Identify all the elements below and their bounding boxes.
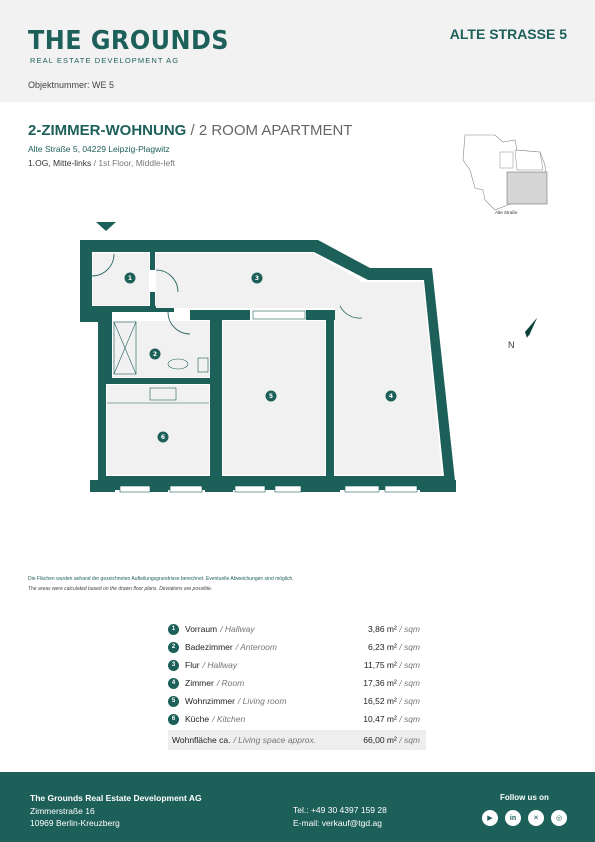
footer-city: 10969 Berlin-Kreuzberg bbox=[30, 818, 120, 828]
room-row bbox=[168, 710, 426, 728]
room-area-value: 17,36 m² bbox=[363, 678, 397, 688]
room-area-value: 10,47 m² bbox=[363, 714, 397, 724]
plan-label-1: 1 bbox=[127, 275, 133, 282]
plan-label-4: 4 bbox=[388, 393, 394, 400]
title-de: 2-ZIMMER-WOHNUNG bbox=[28, 122, 187, 139]
room-number-badge: 3 bbox=[168, 660, 179, 671]
plan-label-6: 6 bbox=[160, 434, 166, 441]
room-number-badge: 6 bbox=[168, 714, 179, 725]
room-area-unit: / sqm bbox=[399, 642, 420, 652]
address-line: Alte Straße 5, 04229 Leipzig-Plagwitz bbox=[28, 144, 170, 154]
room-row bbox=[168, 674, 426, 692]
room-row bbox=[168, 638, 426, 656]
area-note-de: Die Flächen wurden anhand der gezeichneten Aufteilungsgrundrisse berechnet. Eventuelle Abweichungen sind möglich. bbox=[28, 576, 294, 582]
plan-label-3: 3 bbox=[254, 275, 260, 282]
floor-de: 1.OG, Mitte-links bbox=[28, 158, 92, 168]
room-area bbox=[368, 642, 420, 652]
youtube-icon[interactable]: ▶ bbox=[482, 810, 498, 826]
mini-map-street-label: Alte Straße bbox=[495, 210, 518, 215]
plan-label-5: 5 bbox=[268, 393, 274, 400]
room-area-unit: / sqm bbox=[399, 678, 420, 688]
room-area-value: 11,75 m² bbox=[363, 660, 397, 670]
floor-plan bbox=[70, 218, 470, 500]
room-name-en: / Living room bbox=[237, 696, 287, 706]
social-links bbox=[482, 810, 567, 826]
room-name-de: Wohnzimmer bbox=[185, 696, 235, 706]
compass-label: N bbox=[508, 340, 515, 350]
location-mini-map bbox=[455, 130, 565, 220]
room-name-de: Zimmer bbox=[185, 678, 214, 688]
room-area bbox=[364, 660, 420, 670]
floor-line bbox=[28, 158, 175, 168]
header bbox=[0, 0, 595, 102]
floor-en: / 1st Floor, Middle-left bbox=[93, 158, 175, 168]
room-name-en: / Anteroom bbox=[235, 642, 277, 652]
object-number: Objektnummer: WE 5 bbox=[28, 80, 115, 90]
property-address: ALTE STRASSE 5 bbox=[449, 26, 567, 42]
total-area-unit: / sqm bbox=[399, 735, 420, 745]
room-name-en: / Hallway bbox=[220, 624, 255, 634]
room-name-en: / Kitchen bbox=[212, 714, 246, 724]
room-name-de: Vorraum bbox=[185, 624, 218, 634]
room-area-unit: / sqm bbox=[399, 624, 420, 634]
total-area-value: 66,00 m² bbox=[363, 735, 397, 745]
footer-street: Zimmerstraße 16 bbox=[30, 806, 95, 816]
room-name-en: / Room bbox=[216, 678, 245, 688]
footer-email[interactable]: E-mail: verkauf@tgd.ag bbox=[293, 818, 382, 828]
room-area-unit: / sqm bbox=[399, 696, 420, 706]
room-area bbox=[363, 714, 420, 724]
total-label-de: Wohnfläche ca. bbox=[172, 735, 231, 745]
footer-phone[interactable]: Tel.: +49 30 4397 159 28 bbox=[293, 805, 387, 815]
area-note-en: The areas were calculated based on the drawn floor plans. Deviations are possible. bbox=[28, 586, 213, 592]
room-number-badge: 5 bbox=[168, 696, 179, 707]
logo-subtitle: REAL ESTATE DEVELOPMENT AG bbox=[30, 56, 180, 65]
logo-text: THE GROUNDS bbox=[28, 26, 229, 56]
title-en: / 2 ROOM APARTMENT bbox=[190, 122, 353, 139]
plan-label-2: 2 bbox=[152, 351, 158, 358]
room-name-de: Küche bbox=[185, 714, 210, 724]
instagram-icon[interactable]: ◎ bbox=[551, 810, 567, 826]
room-area-unit: / sqm bbox=[399, 660, 420, 670]
linkedin-icon[interactable]: in bbox=[505, 810, 521, 826]
room-area-value: 16,52 m² bbox=[363, 696, 397, 706]
total-row bbox=[168, 730, 426, 750]
room-area bbox=[368, 624, 420, 634]
total-label-en: / Living space approx. bbox=[233, 735, 317, 745]
room-list bbox=[168, 620, 426, 750]
total-area bbox=[363, 735, 420, 745]
room-number-badge: 1 bbox=[168, 624, 179, 635]
room-number-badge: 2 bbox=[168, 642, 179, 653]
footer-company: The Grounds Real Estate Development AG bbox=[30, 793, 202, 803]
room-name-en: / Hallway bbox=[202, 660, 238, 670]
room-area bbox=[363, 678, 420, 688]
room-area-value: 6,23 m² bbox=[368, 642, 397, 652]
room-row bbox=[168, 656, 426, 674]
footer bbox=[0, 772, 595, 842]
room-row bbox=[168, 692, 426, 710]
entrance-arrow bbox=[96, 222, 116, 231]
x-icon[interactable]: ✕ bbox=[528, 810, 544, 826]
room-area-value: 3,86 m² bbox=[368, 624, 397, 634]
room-row bbox=[168, 620, 426, 638]
room-area-unit: / sqm bbox=[399, 714, 420, 724]
room-area bbox=[363, 696, 420, 706]
room-name-de: Badezimmer bbox=[185, 642, 233, 652]
footer-follow-label: Follow us on bbox=[500, 793, 549, 802]
room-number-badge: 4 bbox=[168, 678, 179, 689]
page-title bbox=[28, 122, 352, 139]
room-name-de: Flur bbox=[185, 660, 200, 670]
